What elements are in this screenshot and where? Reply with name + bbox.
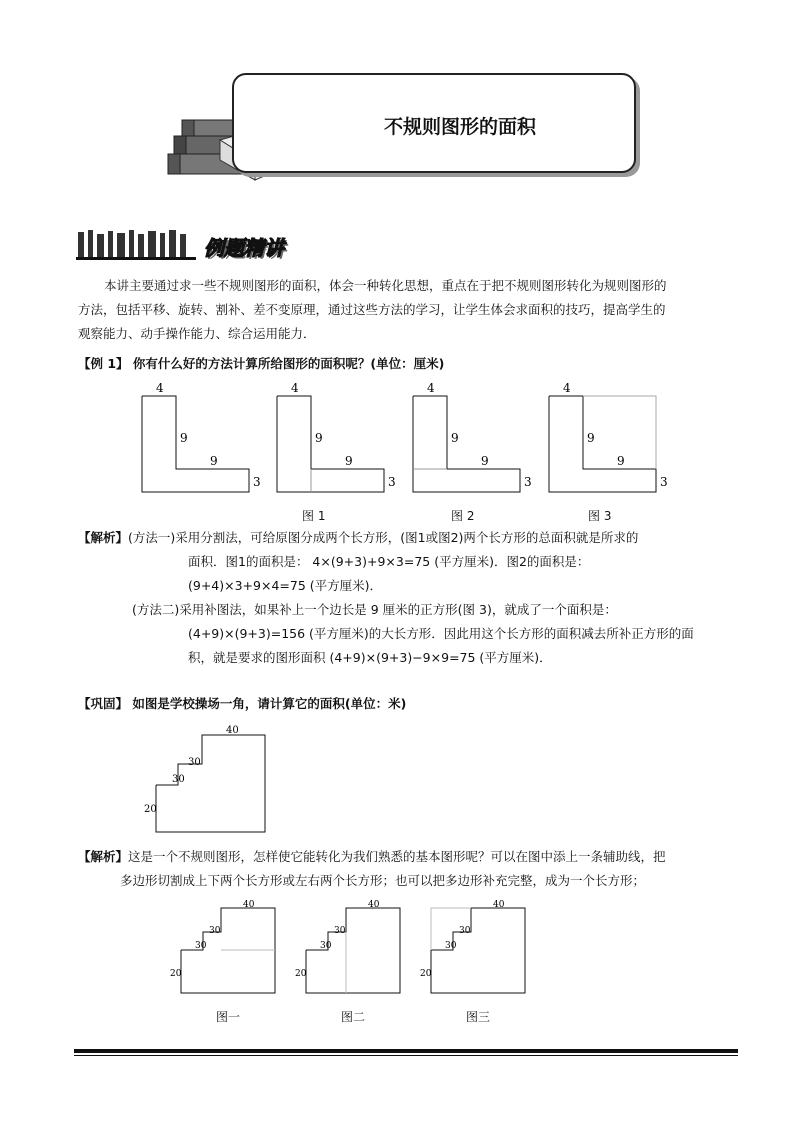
- page-title: 不规则图形的面积: [384, 116, 537, 138]
- dim-label: 4: [427, 381, 435, 395]
- dim-label: 30: [188, 757, 201, 768]
- dim-label: 40: [226, 725, 239, 736]
- intro-line: 方法，包括平移、旋转、割补、差不变原理，通过这些方法的学习，让学生体会求面积的技巧，提高学生的: [78, 302, 666, 317]
- dim-label: 30: [445, 941, 457, 951]
- practice-tag: 【巩固】: [78, 696, 129, 711]
- dim-label: 3: [253, 475, 261, 489]
- dim-label: 9: [587, 431, 595, 445]
- solution-line: (9+4)×3+9×4=75 (平方厘米)．: [188, 578, 383, 593]
- l-shape-fig2: [413, 381, 532, 492]
- section-banner-graphic: [76, 228, 198, 262]
- dim-label: 9: [210, 454, 218, 468]
- dim-label: 30: [334, 926, 346, 936]
- figure-caption: 图 2: [451, 509, 475, 523]
- dim-label: 30: [172, 774, 185, 785]
- solution-line: (方法二)采用补图法，如果补上一个边长是 9 厘米的正方形(图 3)，就成了一个面积是：: [132, 602, 617, 617]
- dim-label: 3: [388, 475, 396, 489]
- dim-label: 4: [563, 381, 571, 395]
- step-shape-fig3: [420, 900, 525, 993]
- l-shape-fig3: [549, 381, 668, 492]
- footer-rule: [74, 1049, 738, 1053]
- solution-line: 这是一个不规则图形，怎样使它能转化为我们熟悉的基本图形呢？可以在图中添上一条辅助线，把: [128, 849, 666, 864]
- dim-label: 40: [493, 900, 505, 910]
- dim-label: 30: [195, 941, 207, 951]
- dim-label: 30: [320, 941, 332, 951]
- figure-caption: 图二: [341, 1010, 366, 1024]
- dim-label: 40: [368, 900, 380, 910]
- dim-label: 9: [451, 431, 459, 445]
- example-tag: 【例 1】: [78, 356, 129, 371]
- practice-heading: [78, 692, 406, 716]
- l-shape-fig1: [277, 381, 396, 492]
- solution-line: 面积．图1的面积是： 4×(9+3)+9×3=75 (平方厘米)．图2的面积是：: [188, 554, 590, 569]
- solution2-figures: [165, 898, 545, 998]
- dim-label: 4: [291, 381, 299, 395]
- figure-caption: 图一: [216, 1010, 241, 1024]
- solution-line: (方法一)采用分割法，可给原图分成两个长方形，(图1或图2)两个长方形的总面积就是所求的: [128, 530, 639, 545]
- solution-tag: 【解析】: [78, 849, 129, 864]
- example1-heading: [78, 352, 444, 376]
- solution2-block: [78, 845, 743, 893]
- dim-label: 40: [243, 900, 255, 910]
- solution-line: 多边形切割成上下两个长方形或左右两个长方形；也可以把多边形补充完整，成为一个长方形；: [120, 873, 646, 888]
- step-shape-fig1: [170, 900, 275, 993]
- example1-figures: [130, 378, 670, 528]
- solution-tag: 【解析】: [78, 530, 129, 545]
- dim-label: 20: [170, 969, 182, 979]
- l-shape-original: [142, 381, 261, 492]
- dim-label: 20: [295, 969, 307, 979]
- dim-label: 30: [209, 926, 221, 936]
- dim-label: 9: [315, 431, 323, 445]
- intro-line: 观察能力、动手操作能力、综合运用能力．: [78, 326, 316, 341]
- dim-label: 9: [617, 454, 625, 468]
- figure-caption: 图 1: [302, 509, 326, 523]
- dim-label: 20: [144, 804, 157, 815]
- step-shape-fig2: [295, 900, 400, 993]
- dim-label: 9: [481, 454, 489, 468]
- section-banner: 例题精讲: [204, 236, 284, 260]
- figure-caption: 图 3: [588, 509, 612, 523]
- solution1-block: [78, 526, 743, 670]
- figure-caption: 图三: [466, 1010, 491, 1024]
- solution-line: (4+9)×(9+3)=156 (平方厘米)的大长方形．因此用这个长方形的面积减去所补正方形的面: [188, 626, 694, 641]
- practice-figure: [140, 722, 280, 837]
- intro-paragraph: [78, 274, 738, 346]
- dim-label: 30: [459, 926, 471, 936]
- practice-question: 如图是学校操场一角，请计算它的面积(单位：米): [132, 696, 407, 711]
- example-question: 你有什么好的方法计算所给图形的面积呢？(单位：厘米): [132, 356, 445, 371]
- dim-label: 9: [180, 431, 188, 445]
- intro-line: 本讲主要通过求一些不规则图形的面积，体会一种转化思想，重点在于把不规则图形转化为规则图形的: [104, 278, 667, 293]
- footer-rule-thin: [74, 1055, 738, 1056]
- dim-label: 3: [660, 475, 668, 489]
- dim-label: 3: [524, 475, 532, 489]
- solution-line: 积，就是要求的图形面积 (4+9)×(9+3)−9×9=75 (平方厘米)．: [188, 650, 552, 665]
- dim-label: 4: [156, 381, 164, 395]
- dim-label: 20: [420, 969, 432, 979]
- dim-label: 9: [345, 454, 353, 468]
